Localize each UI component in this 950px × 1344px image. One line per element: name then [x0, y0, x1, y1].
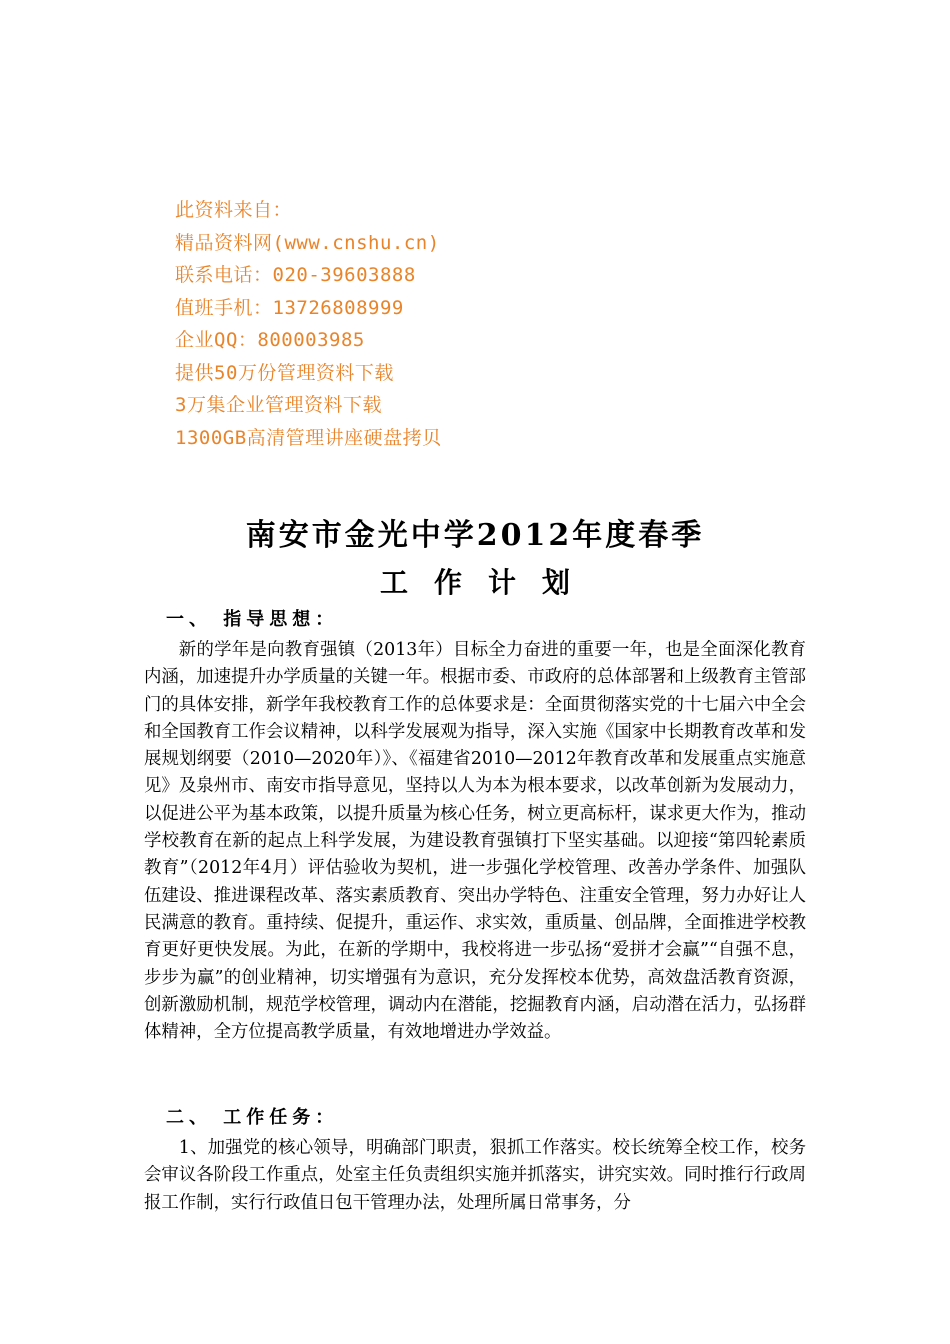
download-offer-line: 提供50万份管理资料下载 — [175, 361, 394, 384]
lecture-offer-line: 1300GB高清管理讲座硬盘拷贝 — [175, 426, 442, 449]
source-info-line: 此资料来自： — [175, 199, 293, 221]
mobile-phone-line: 值班手机：13726808999 — [175, 296, 404, 319]
section-heading-guiding-ideology: 一、 指导思想： — [166, 609, 339, 630]
company-qq-line: 企业QQ：800003985 — [175, 329, 365, 351]
document-title: 南安市金光中学2012年度春季 — [245, 518, 705, 553]
section-paragraph-guiding-ideology: 新的学年是向教育强镇（2013年）目标全力奋进的重要一年，也是全面深化教育内涵，加速提升办学质量的关键一年。根据市委、市政府的总体部署和上级教育主管部门的具体安排，新学年我校教育工作的总体要求是：全面贯彻落实党的十七届六中全会和全国教育工作会议精神，以科学发展观为指导，深入实施《国家中长期教育改革和发展规划纲要（2010—2020年）》、《福建省2010—2012年教育改革和发展重点实施意见》及泉州市、南安市指导意见，坚持以人为本为根本要求，以改革创新为发展动力，以促进公平为基本政策，以提升质量为核心任务，树立更高标杆，谋求更大作为，推动学校教育在新的起点上科学发展，为建设教育强镇打下坚实基础。以迎接“第四轮素质教育”（2012年4月）评估验收为契机，进一步强化学校管理、改善办学条件、加强队伍建设、推进课程改革、落实素质教育、突出办学特色、注重安全管理，努力办好让人民满意的教育。重持续、促提升，重运作、求实效，重质量、创品牌，全面推进学校教育更好更快发展。为此，在新的学期中，我校将进一步弘扬“爱拼才会赢”“自强不息，步步为赢”的创业精神，切实增强有为意识，充分发挥校本优势，高效盘活教育资源，创新激励机制，规范学校管理，调动内在潜能，挖掘教育内涵，启动潜在活力，弘扬群体精神，全方位提高教学质量，有效地增进办学效益。 — [144, 640, 806, 1043]
source-website-line: 精品资料网(www.cnshu.cn) — [175, 231, 440, 254]
section-paragraph-work-tasks: 1、加强党的核心领导，明确部门职责，狠抓工作落实。校长统筹全校工作，校务会审议各阶段工作重点，处室主任负责组织实施并抓落实，讲究实效。同时推行行政周报工作制，实行行政值日包干管理办法，处理所属日常事务，分 — [144, 1138, 806, 1213]
download-offer-line-2: 3万集企业管理资料下载 — [175, 394, 382, 416]
source-info-block — [175, 194, 735, 454]
section-heading-work-tasks: 二、 工作任务： — [166, 1107, 339, 1128]
contact-phone-line: 联系电话：020-39603888 — [175, 264, 416, 286]
document-subtitle: 工作计划 — [379, 566, 596, 599]
